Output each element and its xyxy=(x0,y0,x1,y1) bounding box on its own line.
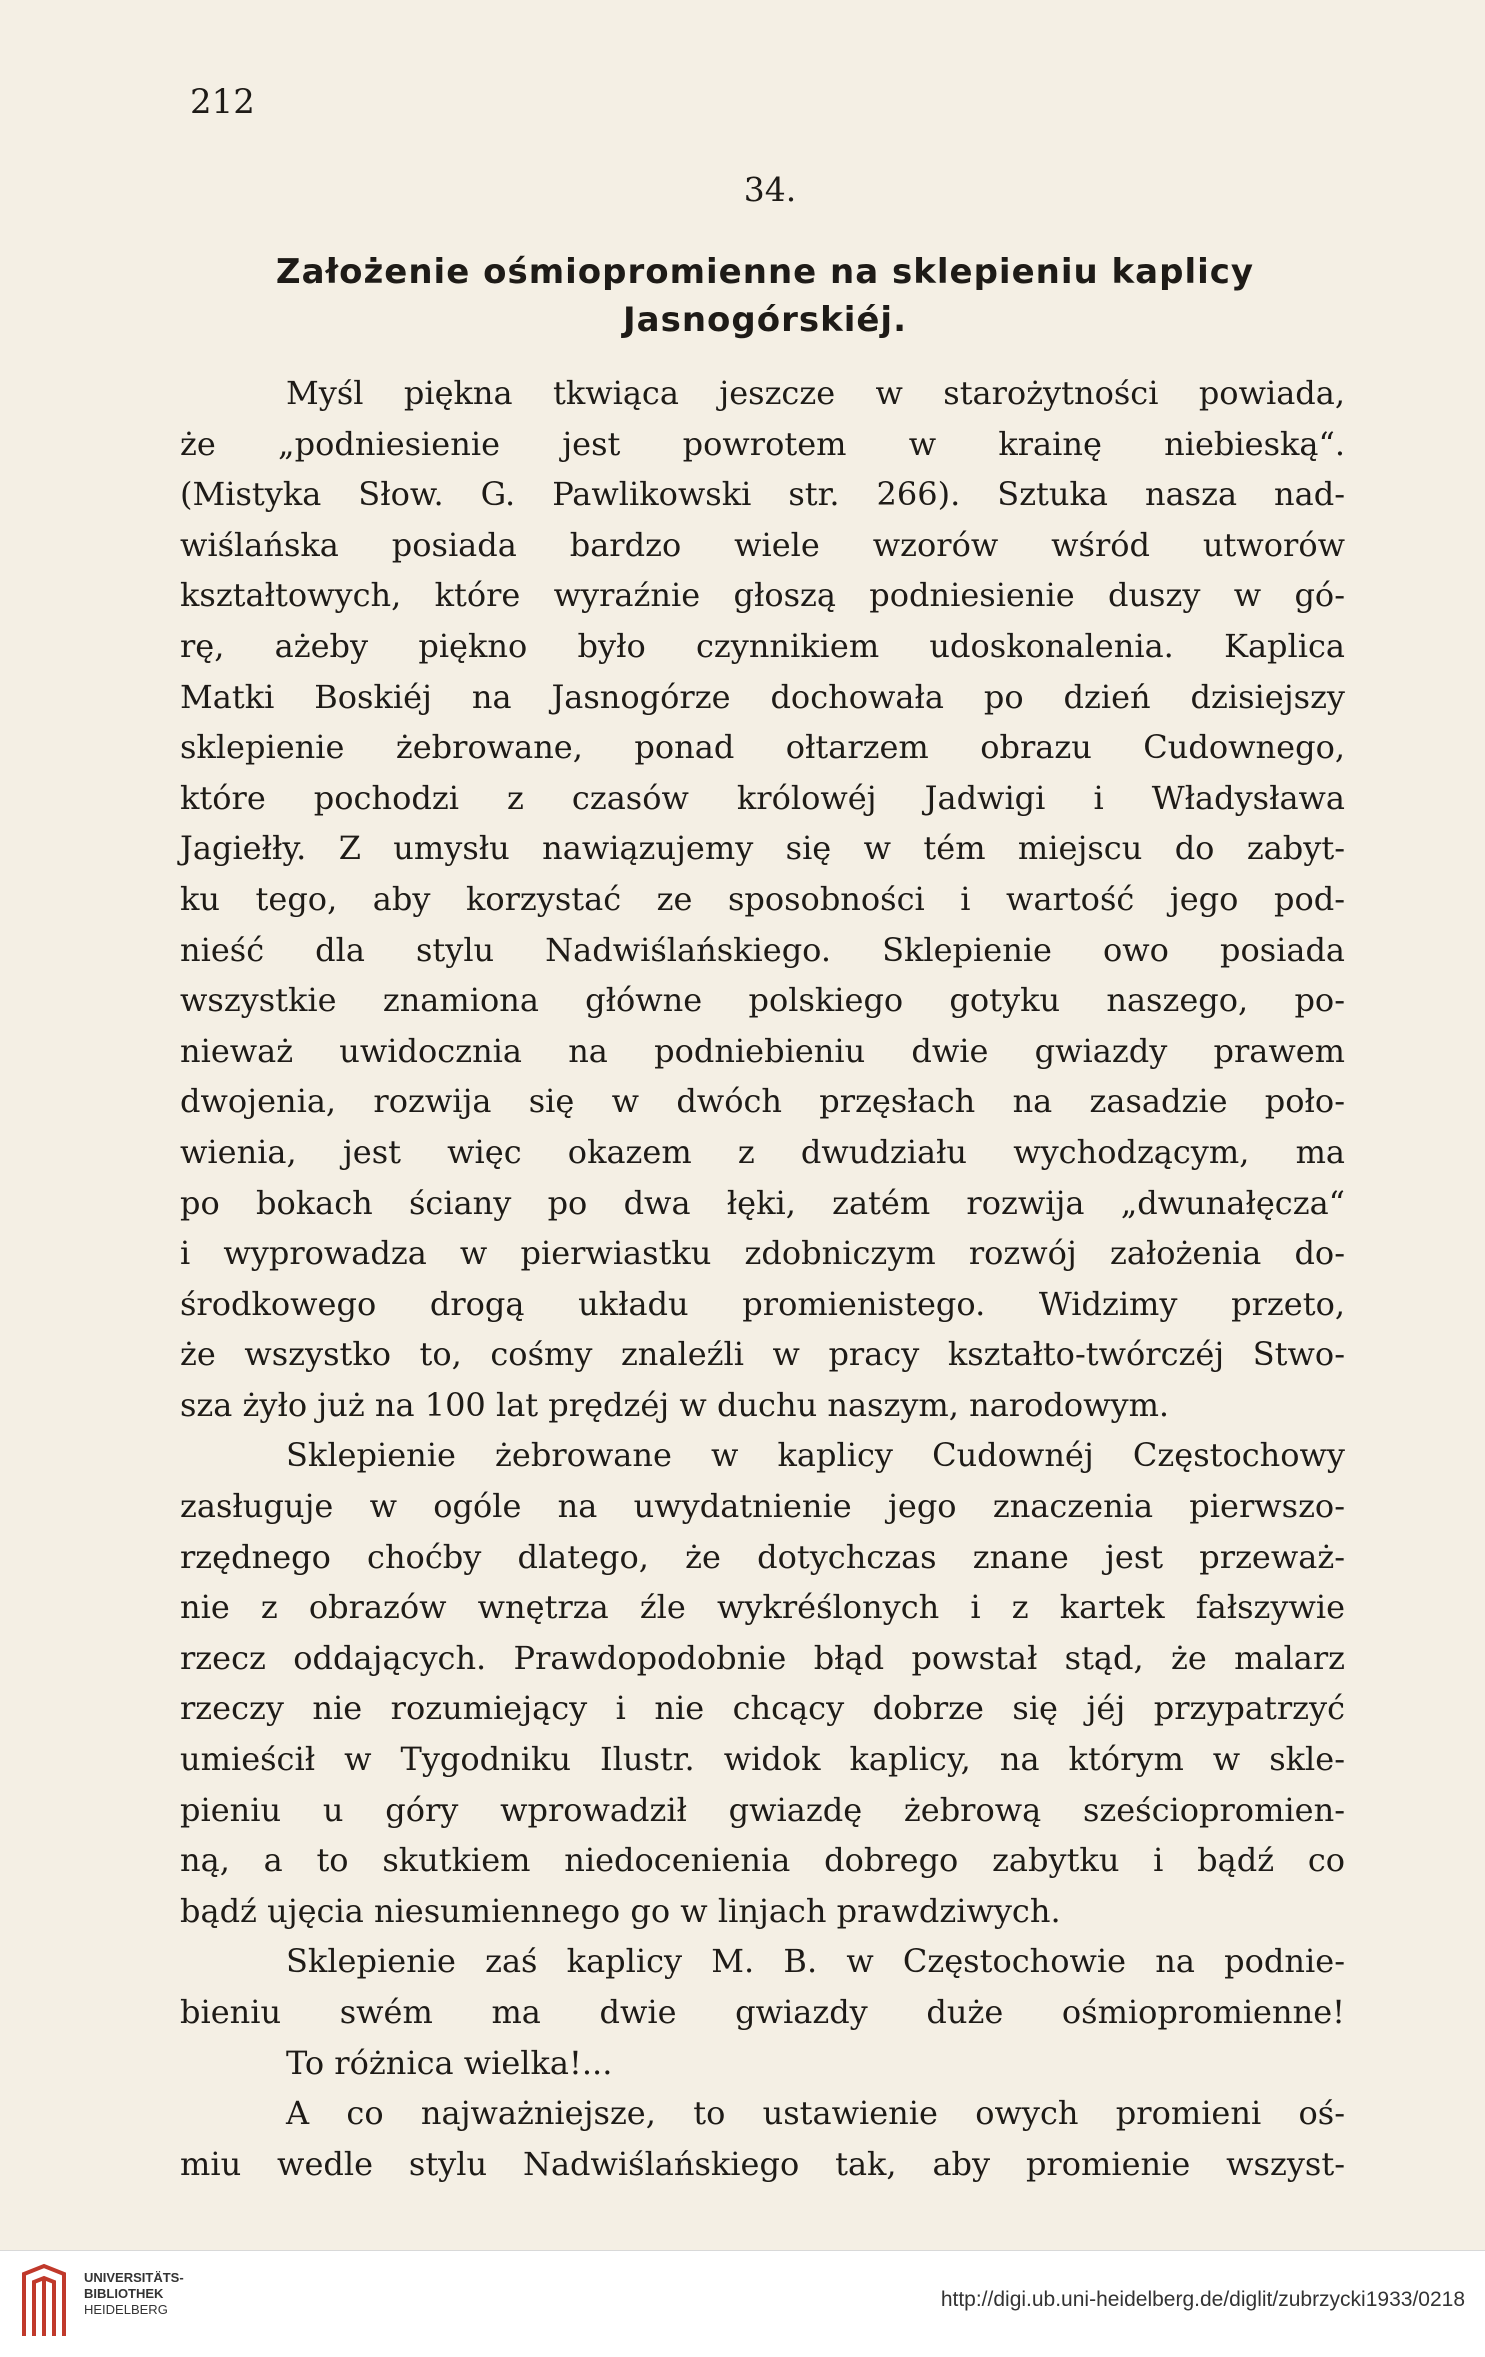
text-line: rzecz oddających. Prawdopodobnie błąd powstał stąd, że malarz xyxy=(180,1638,1345,1677)
section-number: 34. xyxy=(743,170,797,209)
text-line: umieścił w Tygodniku Ilustr. widok kaplicy, na którym w skle- xyxy=(180,1740,1345,1779)
text-line: nieważ uwidocznia na podniebieniu dwie gwiazdy prawem xyxy=(180,1031,1345,1070)
text-line: zasługuje w ogóle na uwydatnienie jego znaczenia pierwszo- xyxy=(180,1487,1345,1526)
text-line: ną, a to skutkiem niedocenienia dobrego zabytku i bądź co xyxy=(180,1841,1345,1880)
library-name xyxy=(84,2270,184,2318)
text-line: Sklepienie zaś kaplicy M. B. w Częstochowie na podnie- xyxy=(286,1942,1345,1981)
text-line: Sklepienie żebrowane w kaplicy Cudownéj Częstochowy xyxy=(286,1436,1345,1475)
library-logo-icon xyxy=(18,2262,70,2340)
text-line: wszystkie znamiona główne polskiego gotyku naszego, po- xyxy=(180,981,1345,1020)
text-line: nieść dla stylu Nadwiślańskiego. Sklepienie owo posiada xyxy=(180,930,1345,969)
page-number: 212 xyxy=(190,82,255,122)
library-name-line-2: BIBLIOTHEK xyxy=(84,2286,164,2301)
chapter-title xyxy=(185,248,1345,344)
permalink-url[interactable]: http://digi.ub.uni-heidelberg.de/diglit/zubrzycki1933/0218 xyxy=(940,2288,1465,2311)
text-line: bieniu swém ma dwie gwiazdy duże ośmiopromienne! xyxy=(180,1993,1345,2031)
text-line: że „podniesienie jest powrotem w krainę niebieską“. xyxy=(180,424,1345,463)
text-line: pieniu u góry wprowadził gwiazdę żebrową sześciopromien- xyxy=(180,1790,1345,1829)
text-line: (Mistyka Słow. G. Pawlikowski str. 266). Sztuka nasza nad- xyxy=(180,475,1345,514)
text-line: kształtowych, które wyraźnie głoszą podniesienie duszy w gó- xyxy=(180,576,1345,615)
text-line: które pochodzi z czasów królowéj Jadwigi i Władysława xyxy=(180,778,1345,817)
text-line: rę, ażeby piękno było czynnikiem udoskonalenia. Kaplica xyxy=(180,626,1345,665)
text-line: że wszystko to, cośmy znaleźli w pracy kształto-twórczéj Stwo- xyxy=(180,1335,1345,1374)
text-line: A co najważniejsze, to ustawienie owych promieni oś- xyxy=(286,2094,1345,2133)
body-text xyxy=(180,368,1345,2189)
text-line: bądź ujęcia niesumiennego go w linjach prawdziwych. xyxy=(180,1891,1061,1930)
text-line: Matki Boskiéj na Jasnogórze dochowała po dzień dzisiejszy xyxy=(180,677,1345,716)
chapter-title-line-2: Jasnogórskiéj. xyxy=(623,300,907,340)
text-line: rzędnego choćby dlatego, że dotychczas znane jest przeważ- xyxy=(180,1537,1345,1576)
text-line: i wyprowadza w pierwiastku zdobniczym rozwój założenia do- xyxy=(180,1234,1345,1273)
text-line: sza żyło już na 100 lat prędzéj w duchu naszym, narodowym. xyxy=(180,1385,1170,1424)
text-line: Jagiełły. Z umysłu nawiązujemy się w tém miejscu do zabyt- xyxy=(180,829,1345,868)
text-line: wiślańska posiada bardzo wiele wzorów wśród utworów xyxy=(180,525,1345,564)
library-name-line-1: UNIVERSITÄTS- xyxy=(84,2270,184,2285)
chapter-title-line-1: Założenie ośmiopromienne na sklepieniu kaplicy xyxy=(275,252,1255,292)
text-line: po bokach ściany po dwa łęki, zatém rozwija „dwunałęcza“ xyxy=(180,1183,1345,1222)
text-line: wienia, jest więc okazem z dwudziału wychodzącym, ma xyxy=(180,1132,1345,1171)
text-line: dwojenia, rozwija się w dwóch przęsłach na zasadzie poło- xyxy=(180,1082,1345,1121)
text-line: To różnica wielka!... xyxy=(286,2043,613,2082)
text-line: rzeczy nie rozumiejący i nie chcący dobrze się jéj przypatrzyć xyxy=(180,1689,1345,1728)
text-line: środkowego drogą układu promienistego. Widzimy przeto, xyxy=(180,1284,1345,1323)
text-line: Myśl piękna tkwiąca jeszcze w starożytności powiada, xyxy=(286,374,1345,412)
text-line: ku tego, aby korzystać ze sposobności i wartość jego pod- xyxy=(180,879,1345,918)
text-line: miu wedle stylu Nadwiślańskiego tak, aby promienie wszyst- xyxy=(180,2144,1345,2183)
text-line: sklepienie żebrowane, ponad ołtarzem obrazu Cudownego, xyxy=(180,728,1345,767)
text-line: nie z obrazów wnętrza źle wykréślonych i z kartek fałszywie xyxy=(180,1588,1345,1627)
library-name-line-3: HEIDELBERG xyxy=(84,2302,168,2317)
